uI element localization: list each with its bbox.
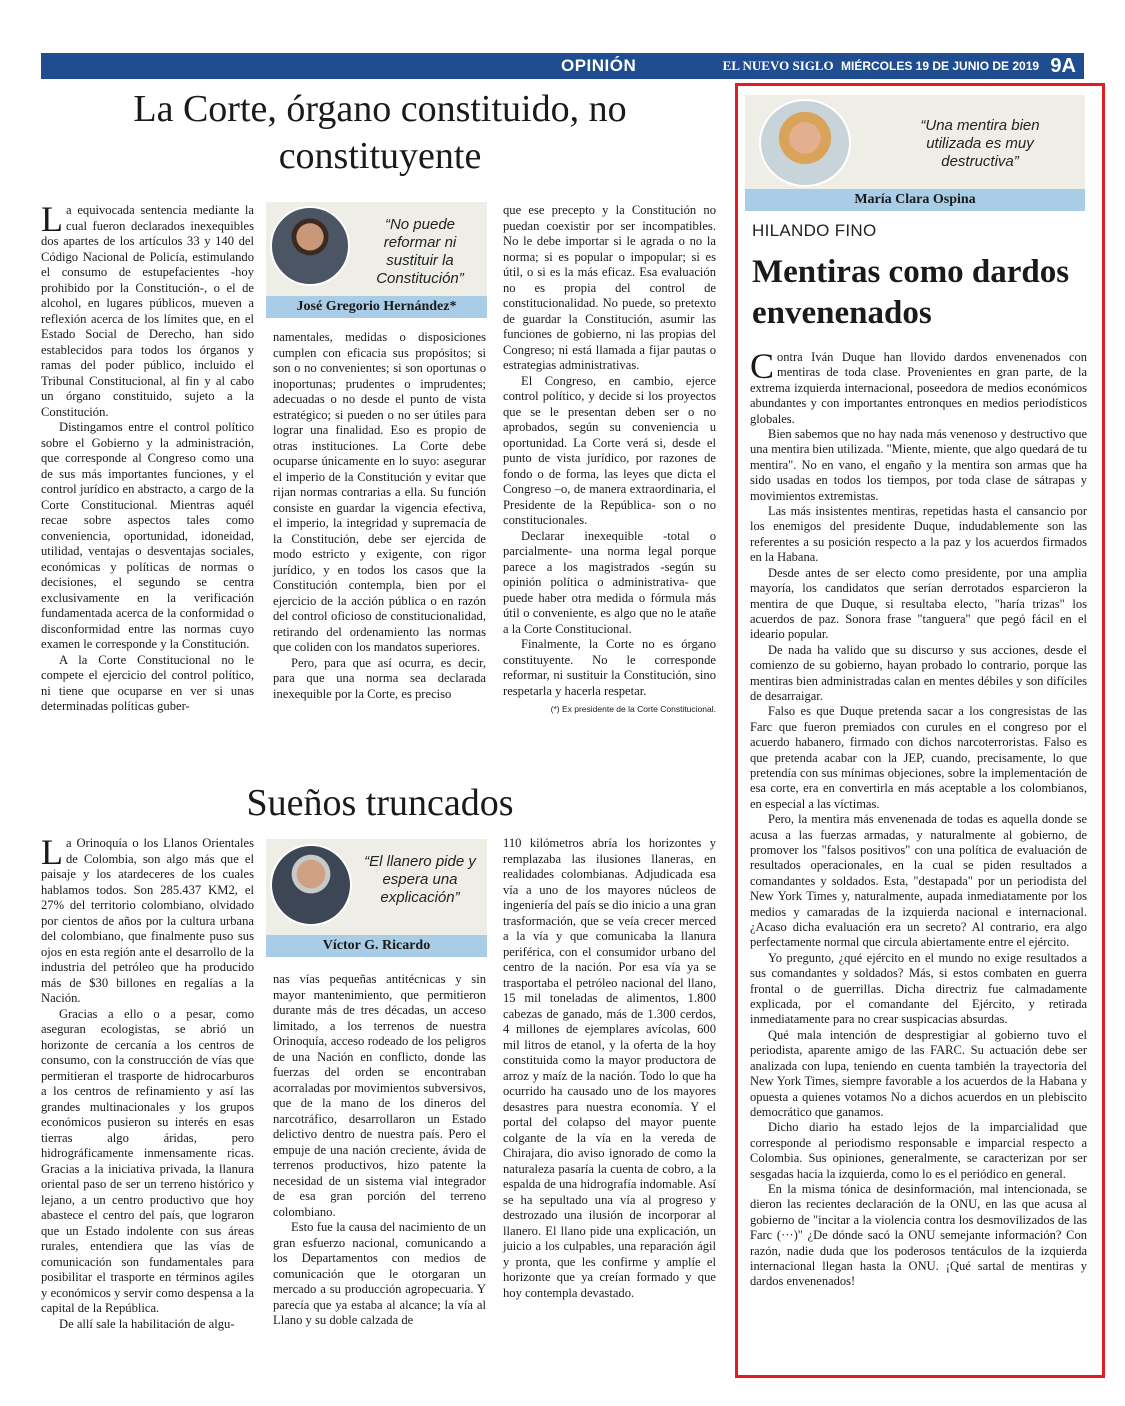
article1-title: La Corte, órgano constituido, no constituyente: [133, 88, 627, 177]
article2-column-1: [41, 832, 254, 1332]
author-photo: [759, 99, 851, 187]
author-name: José Gregorio Hernández*: [266, 296, 487, 318]
article1-paragraph: A la Corte Constitucional no le compete el ejercicio del control político, ni tiene que ocuparse en ver si unas determinadas políticas guber-: [41, 652, 254, 713]
article1-paragraph: namentales, medidas o disposiciones cumplen con eficacia sus propósitos; si son o no convenientes; si son oportunas o inoportunas; prudentes o imprudentes; adecuadas o no desde el punto de vista estratégico; si pueden o no ser útiles para lograr una finalidad. Eso es propio de otras instituciones. La Corte debe ocuparse únicamente en lo suyo: asegurar el imperio de la Constitución y evitar que rijan normas contrarias a ella. Su función consiste en guardar la vigencia efectiva, el imperio, la integridad y supremacía de la Constitución, debe ser ejercida de modo estricto y exigente, con rigor jurídico, y en todos los casos que la Constitución contempla, bien por el ejercicio de la acción pública o en razón del control oficioso de constitucionalidad, retirando del ordenamiento las normas que coliden con los mandatos superiores.: [273, 330, 486, 654]
article3-paragraph: Falso es que Duque pretenda sacar a los congresistas de las Farc que fueron premiados con curules en el congreso por el acuerdo habanero, firmado con dichos narcoterroristas. Falso es que pretenda acabar con la JEP, cuando, precisamente, lo que pretendía con sus mínimas objeciones, sobre la implementación de esa corte, era en convertirla en más aceptable a los colombianos, en especial a las víctimas.: [750, 704, 1087, 811]
pull-quote: “Una mentira bien utilizada es muy destructiva”: [920, 117, 1040, 170]
article3-paragraph: De nada ha valido que su discurso y sus acciones, desde el comienzo de su gobierno, hayan probado lo contrario, porque las mentiras bien administradas calan en mentes débiles y son difíciles de desarraigar.: [750, 642, 1087, 703]
article1-column-3: [503, 203, 716, 718]
article3-paragraph: En la misma tónica de desinformación, mal intencionada, se dieron las recientes declaración de la ONU, en las que acusa al gobierno de "incitar a la violencia contra los desmovilizados de las Farc (···)" ¿De dónde sacó la ONU semejante información? Con razón, nadie duda que los poderosos tentáculos de la izquierda internacional llegan hasta la ONU. ¡Qué sartal de mentiras y dardos envenenados!: [750, 1181, 1087, 1289]
section-name: OPINIÓN: [561, 56, 637, 75]
footnote: (*) Ex presidente de la Corte Constitucional.: [550, 704, 716, 714]
page-header: [41, 53, 1084, 79]
article2-paragraph: La Orinoquía o los Llanos Orientales de Colombia, son algo más que el paisaje y los atardeceres de los cuales hablamos todos. Son 285.437 KM2, el 27% del territorio colombiano, olvidado por cientos de años por la cultura urbana del colombiano, que finalmente puso sus ojos en esta región ante el desarrollo de la industria del petróleo que ha producido más de $30 billones en regalías a la Nación.: [41, 832, 254, 1005]
article1-paragraph: Declarar inexequible -total o parcialmente- una norma legal porque parece a los magistrados -según su opinión política o administrativa- que puede haber otra medida o fórmula más útil o conveniente, es algo que no le atañe a la Corte Constitucional.: [503, 528, 716, 636]
article2-paragraph: 110 kilómetros abría los horizontes y remplazaba las ilusiones llaneras, en realidades colombianas. Adjudicada esa vía a uno de los mayores núcleos de ingeniería del país se dio inicio a una gran trasformación, que se veía crecer merced a la vía y que comunicaba la llanura periférica, con el consumidor urbano del centro de la nación. Por esa vía ya se trasportaba el petróleo nacional del llano, 15 mil toneladas de alimentos, 1.800 cabezas de ganado, más de 1.300 cerdos, 4 millones de ejemplares avícolas, 600 mil litros de etanol, y la oferta de la hoy constituida como la mayor productora de arroz y maíz de la nación. Todo lo que ha ocurrido ha causado uno de los mayores desastres para nuestra economía. Y el portal del colapso del mayor puente colgante de la vía en la vereda de Chirajara, dio aviso ignorado de como la naturaleza pasaría la cuenta de cobro, a la espalda de una hidrografía indomable. Así se ha sepultado una vía al progreso y destrozado una ilusión de incorporar al llanero. El llano pide una explicación, un juicio a los culpables, una reparación ágil y pronta, que les confirme y amplíe el horizonte que ya creían formado y que hoy contempla devastado.: [503, 836, 716, 1300]
article1-paragraph: Finalmente, la Corte no es órgano constituyente. No le corresponde reformar, ni sustituir la Constitución, sino respetarla y hacerla respetar.: [503, 637, 716, 698]
author-box-2: [266, 839, 487, 957]
article2-paragraph: Gracias a ello o a pesar, como aseguran ecologistas, se abrió un horizonte de cercanía a los centros de consumo, con la construcción de vías que permitieran el trasporte de hidrocarburos a los centros de refinamiento y así las grandes multinacionales y los grupos económicos pusieron su interés en esas tierras algo áridas, pero hidrográficamente inmensamente ricas. Gracias a la iniciativa privada, la llanura oriental paso de ser un terreno histórico y lejano, a un centro productivo que hoy abastece el centro del país, que lograron que un Estado indolente con sus áreas rurales, entendiera que las vías de comunicación son fundamentales para posibilitar el trasporte en términos agiles y económicos y servir como despensa a la capital de la República.: [41, 1006, 254, 1315]
article2-paragraph: De allí sale la habilitación de algu-: [59, 1316, 235, 1331]
publication-name: EL NUEVO SIGLO: [722, 58, 834, 73]
author-photo: [270, 844, 352, 926]
article2-column-2: [273, 972, 486, 1329]
article1-column-1: [41, 199, 254, 715]
pull-quote: “El llanero pide y espera una explicación”: [364, 853, 476, 906]
author-name: Víctor G. Ricardo: [266, 935, 487, 957]
author-name: María Clara Ospina: [745, 189, 1085, 211]
article3-paragraph: Bien sabemos que no hay nada más venenoso y destructivo que una mentira bien utilizada. "Miente, miente, que algo quedará de tu mentira". No en vano, el engaño y la mentira son armas que ha sido usadas en todos los tiempos, por toda clase de sátrapas y movimientos extremistas.: [750, 427, 1087, 503]
dropcap: C: [750, 346, 775, 386]
page-number: 9A: [1050, 55, 1076, 77]
article1-paragraph: que ese precepto y la Constitución no puedan coexistir por ser incompatibles. No le debe importar si le agrada o no la norma; si es popular o impopular; si es útil, o si es la más eficaz. Esa evaluación no es propia del control de constitucionalidad. No puede, so pretexto de guardar la Constitución, asumir las funciones de gobierno, ni las propias del Congreso; ni está llamada a fijar pautas o estrategias administrativas.: [503, 203, 716, 372]
article3-paragraph: Contra Iván Duque han llovido dardos envenenados con mentiras de toda clase. Provenientes en gran parte, de la extrema izquierda internacional, poseedora de medios económicos abundantes y con importantes entronques en medios periodísticos globales.: [750, 346, 1087, 426]
article2-title: Sueños truncados: [246, 782, 514, 824]
author-photo: [270, 206, 350, 286]
article2-column-3: [503, 836, 716, 1301]
column-kicker: HILANDO FINO: [752, 221, 877, 240]
article2-paragraph: Esto fue la causa del nacimiento de un gran esfuerzo nacional, comunicando a los Departamentos con medios de comunicación que le otorgaran un mercado a su producción agropecuaria. Y parecía que ya estaba al alcance; la vía al Llano y su doble calzada de: [273, 1220, 486, 1327]
dropcap: L: [41, 832, 63, 872]
article3-column: [750, 346, 1087, 1290]
article3-paragraph: Las más insistentes mentiras, repetidas hasta el cansancio por los enemigos del presidente Duque, indudablemente son las referentes a su posición respecto a la paz y los acuerdos firmados en la Habana.: [750, 504, 1087, 565]
article3-paragraph: Pero, la mentira más envenenada de todas es aquella donde se acusa a las fuerzas armadas, y naturalmente al gobierno, de promover los "falsos positivos" con una política de evaluación de resultados operacionales, en la cual se piden resultados a comandantes y soldados. Esta, "destapada" por un periodista del New York Times y, naturalmente, aupada inmediatamente por los medios y camaradas de la izquierda nacional e internacional. ¿Acaso dicha evaluación era un secreto? Al contrario, era algo perfectamente normal que circula abiertamente entre el ejército.: [750, 812, 1087, 950]
article3-paragraph: Dicho diario ha estado lejos de la imparcialidad que corresponde al periodismo responsable e imparcial respecto a Colombia. Sus opiniones, generalmente, se caracterizan por ser sesgadas hacia la izquierda, como lo es el periódico en general.: [750, 1120, 1087, 1181]
article1-column-2: [273, 330, 486, 702]
dropcap: L: [41, 199, 63, 239]
article3-paragraph: Desde antes de ser electo como presidente, por una amplia mayoría, los candidatos que serían derrotados esparcieron la mentira de que Duque, si resultaba electo, "haría trizas" los acuerdos de paz. Sonora frase "tanguera" que pegó fácil en el ideario popular.: [750, 565, 1087, 642]
header-info: [723, 53, 1076, 79]
article3-paragraph: Qué mala intención de desprestigiar al gobierno tuvo el periodista, aparente amigo de las FARC. Su actuación debe ser analizada con lupa, teniendo en cuenta también la trayectoria del New York Times, siempre favorable a los acuerdos de la Habana y opuesta a quienes votamos No a dichos acuerdos en un plebiscito democrático que ganamos.: [750, 1027, 1087, 1119]
author-box-1: [266, 202, 487, 318]
article3-paragraph: Yo pregunto, ¿qué ejército en el mundo no exige resultados a sus comandantes y soldados? Más, si estos combaten en guerra frontal o de guerrillas. Dicha directriz fue calmadamente explicada, por el comandante del Ejército, y retirada inmediatamente para no crear suspicacias absurdas.: [750, 950, 1087, 1027]
article3-title: Mentiras como dardos envenenados: [752, 254, 1070, 331]
issue-date: MIÉRCOLES 19 DE JUNIO DE 2019: [841, 59, 1040, 73]
article1-paragraph: Distingamos entre el control político sobre el Gobierno y la administración, que corresponde al Congreso como una de sus más importantes funciones, y el control jurídico en abstracto, a cargo de la Corte Constitucional. Mientras aquél recae sobre aspectos tales como conveniencia, oportunidad, idoneidad, utilidad, ventajas o desventajas sociales, económicas y políticas de normas o decisiones, el segundo se centra exclusivamente en la verificación fundamentada acerca de la conformidad o disconformidad entre las normas cuyo examen le corresponde y la Constitución.: [41, 420, 254, 651]
pull-quote: “No puede reformar ni sustituir la Constitución”: [376, 216, 464, 287]
article1-paragraph: La equivocada sentencia mediante la cual fueron declarados inexequibles dos apartes de los artículos 33 y 140 del Código Nacional de Policía, estimulando el consumo de estupefacientes -hoy prohibido por la Constitución-, o el de alcohol, en lugares públicos, mueven a reflexión acerca de los límites que, en el Estado Social de Derecho, han sido establecidos para todos los órganos y ramas del poder público, incluido el Tribunal Constitucional, al fin y al cabo un órgano constituido, sujeto a la Constitución.: [41, 199, 254, 419]
article2-paragraph: nas vías pequeñas antitécnicas y sin mayor mantenimiento, que permitieron durante más de tres décadas, un acceso limitado, a los terrenos de nuestra Orinoquía, acceso rodeado de los peligros de una Nación en conflicto, donde las fuerzas del orden se encontraban acorraladas por movimientos subversivos, que de la mano de los dineros del narcotráfico, desarrollaron un Estado delictivo dentro de nuestra país. Pero el empuje de una nación creciente, ávida de terrenos productivos, hizo patente la necesidad de un sistema vial integrador de esa gran porción del terreno colombiano.: [273, 972, 486, 1219]
article1-paragraph: El Congreso, en cambio, ejerce control político, y decide si los proyectos que se le presentan deben ser o no aprobados, según su conveniencia u oportunidad. La Corte verá si, desde el punto de vista jurídico, por razones de fondo o de forma, las leyes que dicta el Congreso –o, de manera extraordinaria, el Presidente de la República- son o no constitucionales.: [503, 373, 716, 527]
article1-paragraph: Pero, para que así ocurra, es decir, para que una norma sea declarada inexequible por la Corte, es preciso: [273, 655, 486, 701]
author-box-3: [745, 95, 1085, 211]
